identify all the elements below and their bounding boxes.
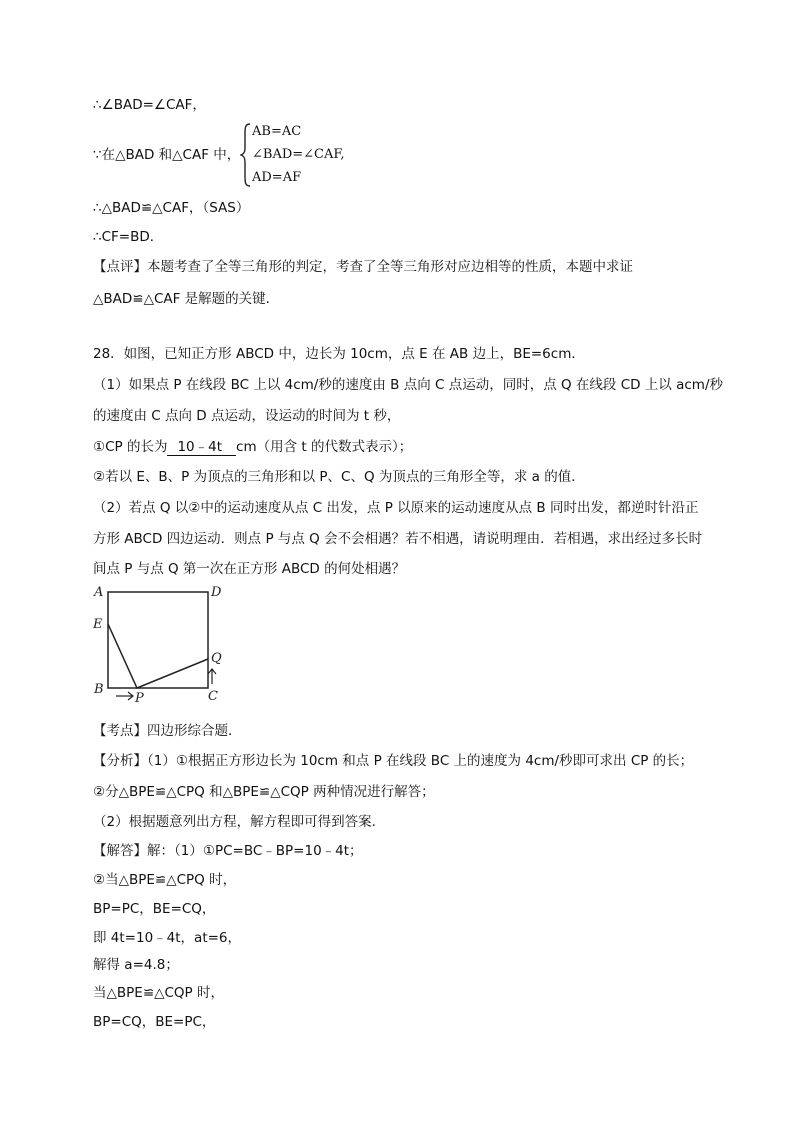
label-a: A: [94, 585, 104, 600]
question-line: 间点 P 与点 Q 第一次在正方形 ABCD 的何处相遇？: [93, 561, 406, 577]
brace-row: AB=AC: [252, 124, 302, 139]
blank-answer: 10﹣4t: [167, 440, 236, 456]
segment-epq: [108, 624, 208, 688]
label-d: D: [211, 585, 222, 600]
text-line: ∴∠BAD=∠CAF，: [93, 97, 206, 113]
solution-line: 解得 a=4.8；: [93, 957, 179, 973]
text-line: ∴△BAD≌△CAF，（SAS）: [93, 200, 250, 216]
label-q: Q: [211, 651, 222, 666]
comment-line: △BAD≌△CAF 是解题的关键．: [93, 291, 280, 307]
text-line: ∴CF=BD．: [93, 229, 164, 245]
solution-line: BP=PC，BE=CQ，: [93, 901, 216, 917]
solution-line: BP=CQ，BE=PC，: [93, 1014, 216, 1030]
label-p: P: [135, 691, 144, 706]
solution-line: ②当△BPE≌△CPQ 时，: [93, 872, 237, 888]
condition-brace-system: [240, 122, 350, 188]
label-e: E: [93, 617, 103, 632]
question-line: （2）若点 Q 以②中的运动速度从点 C 出发，点 P 以原来的运动速度从点 B 同时出发，都逆时针沿正: [93, 500, 699, 516]
solution-line: 即 4t=10﹣4t，at=6，: [93, 930, 242, 946]
brace-row: ∠BAD=∠CAF,: [252, 147, 345, 162]
question-line: ②若以 E、B、P 为顶点的三角形和以 P、C、Q 为顶点的三角形全等，求 a 的值．: [93, 469, 585, 485]
analysis-line: ②分△BPE≌△CPQ 和△BPE≌△CQP 两种情况进行解答；: [93, 784, 435, 800]
label-c: C: [208, 689, 218, 704]
solution-line: 当△BPE≌△CQP 时，: [93, 985, 224, 1001]
question-line: 方形 ABCD 四边运动．则点 P 与点 Q 会不会相遇？若不相遇，请说明理由．若相遇，求出经过多长时: [93, 531, 703, 547]
solution-line: 【解答】解：（1）①PC=BC﹣BP=10﹣4t；: [93, 843, 363, 859]
analysis-line: 【分析】（1）①根据正方形边长为 10cm 和点 P 在线段 BC 上的速度为 4cm/秒即可求出 CP 的长；: [93, 753, 694, 769]
question-line: （1）如果点 P 在线段 BC 上以 4cm/秒的速度由 B 点向 C 点运动，同时，点 Q 在线段 CD 上以 acm/秒: [93, 377, 723, 393]
question-line: [93, 438, 412, 456]
comment-line: 【点评】本题考查了全等三角形的判定，考查了全等三角形对应边相等的性质，本题中求证: [93, 259, 633, 275]
label-b: B: [94, 682, 104, 697]
question-line: 的速度由 C 点向 D 点运动，设运动的时间为 t 秒，: [93, 408, 401, 424]
blank-prefix: ①CP 的长为: [93, 439, 168, 455]
square-figure: [90, 582, 240, 706]
analysis-line: 【考点】四边形综合题．: [93, 723, 242, 739]
square-abcd: [108, 592, 208, 688]
question-title: 28．如图，已知正方形 ABCD 中，边长为 10cm，点 E 在 AB 边上，BE=6cm．: [93, 346, 585, 362]
text-line: ∵在△BAD 和△CAF 中，: [93, 147, 241, 163]
blank-suffix: cm（用含 t 的代数式表示）；: [236, 439, 413, 455]
analysis-line: （2）根据题意列出方程，解方程即可得到答案．: [93, 814, 386, 830]
brace-row: AD=AF: [252, 170, 302, 185]
